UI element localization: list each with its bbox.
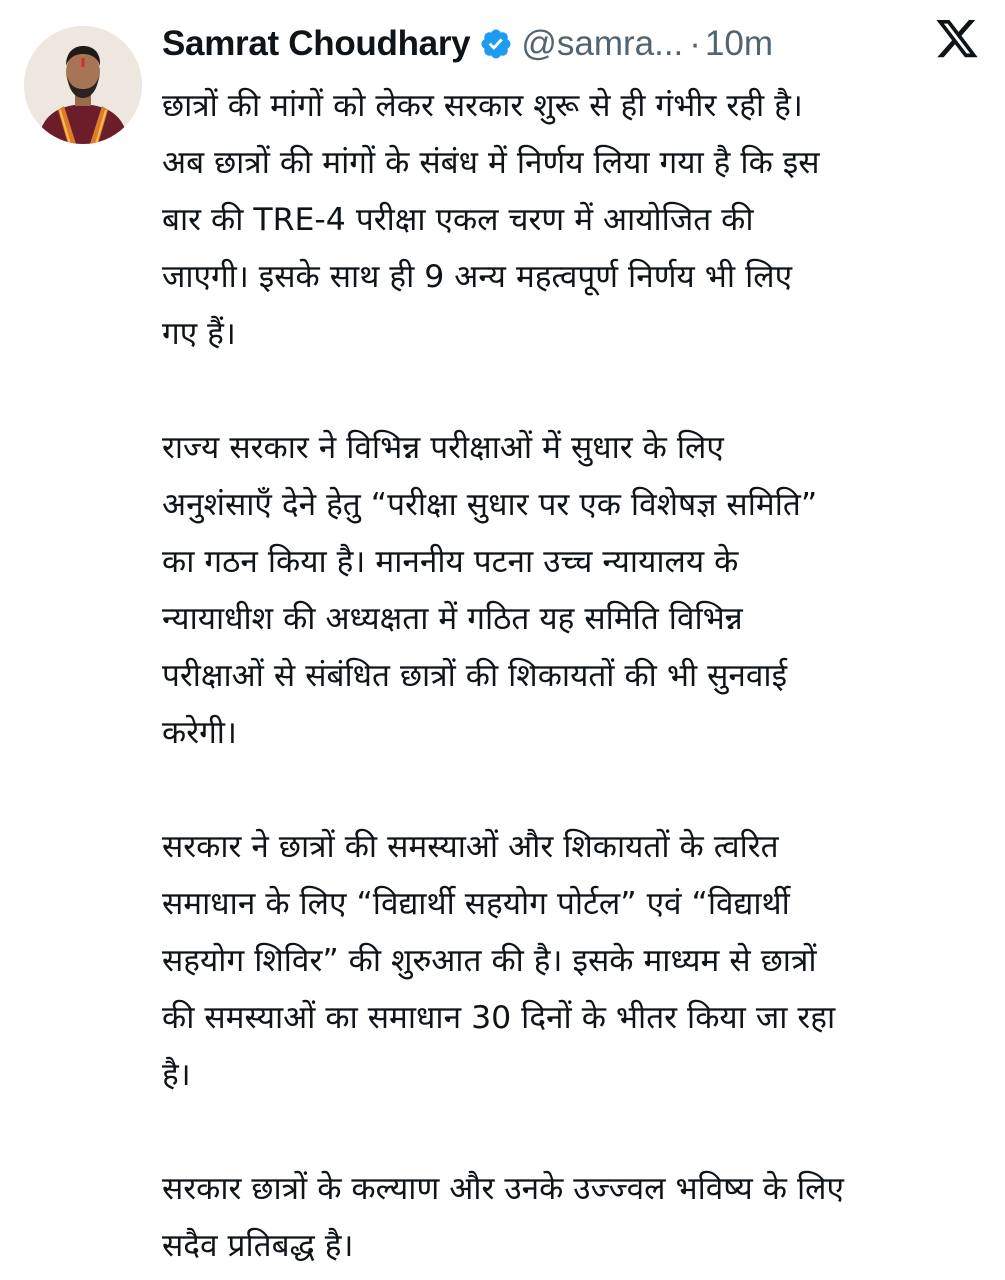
text-line: राज्य सरकार ने विभिन्न परीक्षाओं में सुधार के लिए (162, 430, 724, 466)
text-line: समाधान के लिए “विद्यार्थी सहयोग पोर्टल” एवं “विद्यार्थी (162, 886, 790, 922)
text-line: गए हैं। (162, 316, 236, 352)
verified-check-icon (479, 27, 513, 61)
author-handle[interactable]: @samra... (521, 24, 684, 63)
author-name[interactable]: Samrat Choudhary (162, 24, 471, 63)
avatar[interactable] (24, 26, 142, 144)
text-line: सदैव प्रतिबद्ध है। (162, 1228, 354, 1264)
paragraph-1 (162, 78, 992, 363)
text-line: अनुशंसाएँ देने हेतु “परीक्षा सुधार पर एक विशेषज्ञ समिति” (162, 487, 818, 523)
avatar-photo (24, 26, 142, 144)
text-line: की समस्याओं का समाधान 30 दिनों के भीतर किया जा रहा (162, 1000, 836, 1036)
text-line: बार की TRE-4 परीक्षा एकल चरण में आयोजित की (162, 202, 754, 238)
text-line: सहयोग शिविर” की शुरुआत की है। इसके माध्यम से छात्रों (162, 943, 817, 979)
tweet-timestamp[interactable]: 10m (704, 24, 774, 63)
text-line: करेगी। (162, 715, 237, 751)
paragraph-3 (162, 819, 992, 1104)
text-line: सरकार ने छात्रों की समस्याओं और शिकायतों के त्वरित (162, 829, 779, 865)
x-logo-icon (934, 20, 980, 62)
text-line: का गठन किया है। माननीय पटना उच्च न्यायालय के (162, 544, 739, 580)
text-line: न्यायाधीश की अध्यक्षता में गठित यह समिति विभिन्न (162, 601, 743, 637)
paragraph-4 (162, 1161, 992, 1275)
text-line: है। (162, 1057, 191, 1093)
tweet-header (162, 14, 773, 74)
text-line: अब छात्रों की मांगों के संबंध में निर्णय लिया गया है कि इस (162, 145, 820, 181)
text-line: सरकार छात्रों के कल्याण और उनके उज्ज्वल भविष्य के लिए (162, 1171, 844, 1207)
header-separator: · (689, 24, 701, 63)
text-line: जाएगी। इसके साथ ही 9 अन्य महत्वपूर्ण निर्णय भी लिए (162, 259, 793, 295)
tweet-text (162, 78, 992, 1275)
text-line: छात्रों की मांगों को लेकर सरकार शुरू से ही गंभीर रही है। (162, 88, 803, 124)
text-line: परीक्षाओं से संबंधित छात्रों की शिकायतों की भी सुनवाई (162, 658, 788, 694)
paragraph-2 (162, 420, 992, 762)
